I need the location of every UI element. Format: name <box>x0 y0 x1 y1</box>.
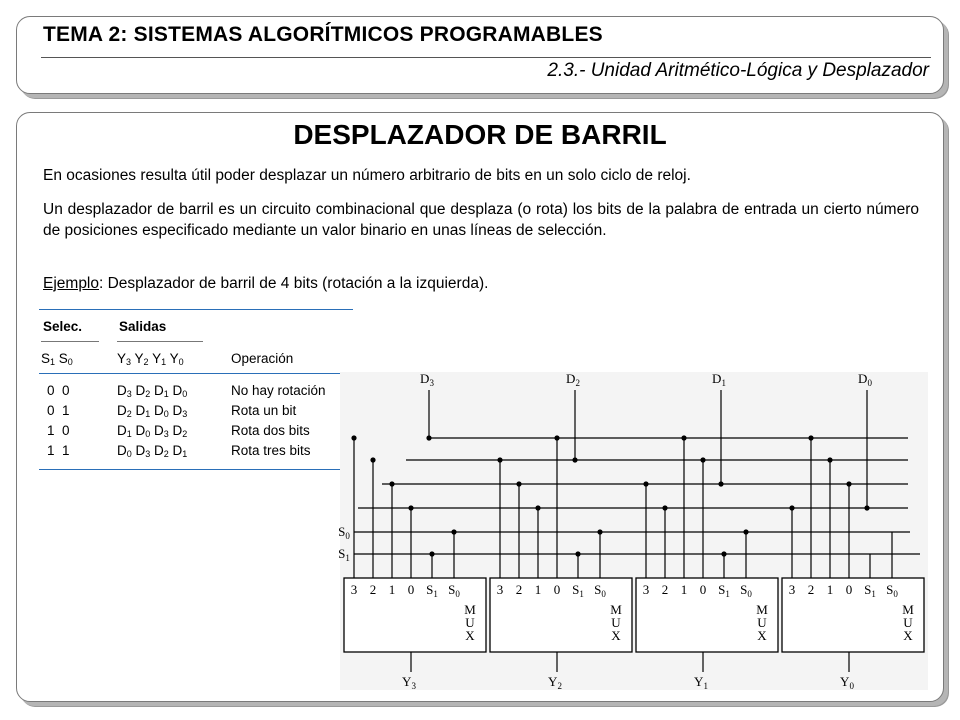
table-cell-outputs: $D_1$ $D_0$ $D_3$ $D_2$ <box>117 423 188 439</box>
junction-dot <box>575 551 580 556</box>
table-cell-operation: Rota tres bits <box>231 443 311 458</box>
mux-pin-label: 0 <box>553 582 561 597</box>
table-header-sel: $S_1$ $S_0$ <box>41 351 73 367</box>
header-divider <box>41 57 931 58</box>
junction-dot <box>516 481 521 486</box>
table-header-rule <box>39 373 353 374</box>
mux-pin-label: 1 <box>826 582 834 597</box>
table-header-outputs: $Y_3$ $Y_2$ $Y_1$ $Y_0$ <box>117 351 184 367</box>
mux-label: U <box>757 615 767 630</box>
output-label-y2: $Y_2$ <box>548 674 562 691</box>
mux-pin-label: 3 <box>350 582 358 597</box>
slide-title: DESPLAZADOR DE BARRIL <box>293 119 667 150</box>
table-bottom-rule <box>39 469 353 470</box>
data-input-label-d2: $D_2$ <box>566 371 580 388</box>
mux-pin-label: $S_1$ <box>426 582 438 599</box>
junction-dot <box>426 435 431 440</box>
mux-label: M <box>610 602 622 617</box>
mux-pin-label: 1 <box>388 582 396 597</box>
table-cell-selection: 0 0 <box>47 383 70 398</box>
table-cell-outputs: $D_2$ $D_1$ $D_0$ $D_3$ <box>117 403 188 419</box>
output-label-y3: $Y_3$ <box>402 674 416 691</box>
intro-paragraph: En ocasiones resulta útil poder desplazar un número arbitrario de bits en un solo ciclo de reloj. <box>43 167 691 184</box>
mux-pin-label: $S_0$ <box>740 582 752 599</box>
mux-pin-label: 0 <box>407 582 415 597</box>
table-header-operation: Operación <box>231 351 294 366</box>
example-label: Ejemplo <box>43 275 99 292</box>
junction-dot <box>864 505 869 510</box>
mux-pin-label: $S_0$ <box>448 582 460 599</box>
junction-dot <box>743 529 748 534</box>
mux-pin-label: 2 <box>661 582 669 597</box>
junction-dot <box>721 551 726 556</box>
junction-dot <box>827 457 832 462</box>
mux-label: M <box>464 602 476 617</box>
junction-dot <box>370 457 375 462</box>
mux-pin-label: 1 <box>534 582 542 597</box>
junction-dot <box>662 505 667 510</box>
mux-pin-label: 3 <box>642 582 650 597</box>
mux-label: X <box>611 628 621 643</box>
output-label-y0: $Y_0$ <box>840 674 854 691</box>
mux-pin-label: 1 <box>680 582 688 597</box>
example-text: : Desplazador de barril de 4 bits (rotación a la izquierda). <box>99 275 489 292</box>
mux-label: X <box>757 628 767 643</box>
junction-dot <box>429 551 434 556</box>
barrel-shifter-circuit <box>318 254 938 694</box>
junction-dot <box>535 505 540 510</box>
mux-label: M <box>756 602 768 617</box>
header-panel <box>16 16 944 94</box>
select-input-label-s0: $S_0$ <box>338 524 350 541</box>
table-cell-outputs: $D_3$ $D_2$ $D_1$ $D_0$ <box>117 383 188 399</box>
data-input-label-d1: $D_1$ <box>712 371 726 388</box>
data-input-label-d3: $D_3$ <box>420 371 434 388</box>
mux-label: U <box>611 615 621 630</box>
junction-dot <box>808 435 813 440</box>
junction-dot <box>789 505 794 510</box>
mux-pin-label: 2 <box>807 582 815 597</box>
table-cell-selection: 1 1 <box>47 443 70 458</box>
mux-label: X <box>903 628 913 643</box>
junction-dot <box>846 481 851 486</box>
table-cell-operation: Rota dos bits <box>231 423 310 438</box>
table-cell-outputs: $D_0$ $D_3$ $D_2$ $D_1$ <box>117 443 188 459</box>
junction-dot <box>351 435 356 440</box>
mux-label: X <box>465 628 475 643</box>
junction-dot <box>554 435 559 440</box>
table-cell-operation: Rota un bit <box>231 403 297 418</box>
table-group-rule-salidas <box>117 341 203 342</box>
table-cell-selection: 1 0 <box>47 423 70 438</box>
junction-dot <box>572 457 577 462</box>
mux-pin-label: 2 <box>369 582 377 597</box>
junction-dot <box>497 457 502 462</box>
junction-dot <box>681 435 686 440</box>
mux-pin-label: 3 <box>496 582 504 597</box>
junction-dot <box>451 529 456 534</box>
table-top-rule <box>39 309 353 310</box>
data-input-label-d0: $D_0$ <box>858 371 872 388</box>
rotation-table <box>39 309 357 479</box>
table-cell-selection: 0 1 <box>47 403 70 418</box>
junction-dot <box>408 505 413 510</box>
mux-pin-label: $S_1$ <box>864 582 876 599</box>
table-group-rule-selec <box>41 341 99 342</box>
junction-dot <box>718 481 723 486</box>
mux-pin-label: $S_0$ <box>886 582 898 599</box>
mux-pin-label: $S_1$ <box>718 582 730 599</box>
table-cell-operation: No hay rotación <box>231 383 326 398</box>
select-input-label-s1: $S_1$ <box>338 546 350 563</box>
table-group-selec: Selec. <box>43 319 83 334</box>
slide-topic-title: TEMA 2: SISTEMAS ALGORÍTMICOS PROGRAMABLES <box>43 23 603 46</box>
junction-dot <box>597 529 602 534</box>
table-group-salidas: Salidas <box>119 319 167 334</box>
junction-dot <box>389 481 394 486</box>
mux-pin-label: $S_1$ <box>572 582 584 599</box>
mux-label: U <box>465 615 475 630</box>
mux-label: U <box>903 615 913 630</box>
output-label-y1: $Y_1$ <box>694 674 708 691</box>
mux-pin-label: $S_0$ <box>594 582 606 599</box>
mux-label: M <box>902 602 914 617</box>
junction-dot <box>700 457 705 462</box>
junction-dot <box>643 481 648 486</box>
mux-pin-label: 0 <box>845 582 853 597</box>
mux-pin-label: 3 <box>788 582 796 597</box>
mux-pin-label: 2 <box>515 582 523 597</box>
mux-pin-label: 0 <box>699 582 707 597</box>
definition-paragraph: Un desplazador de barril es un circuito combinacional que desplaza (o rota) los bits de la palabra de entrada un cierto número de posiciones especificado mediante un valor binario en unas líneas de selección. <box>43 201 919 239</box>
slide-section-subtitle: 2.3.- Unidad Aritmético-Lógica y Desplazador <box>547 60 929 81</box>
